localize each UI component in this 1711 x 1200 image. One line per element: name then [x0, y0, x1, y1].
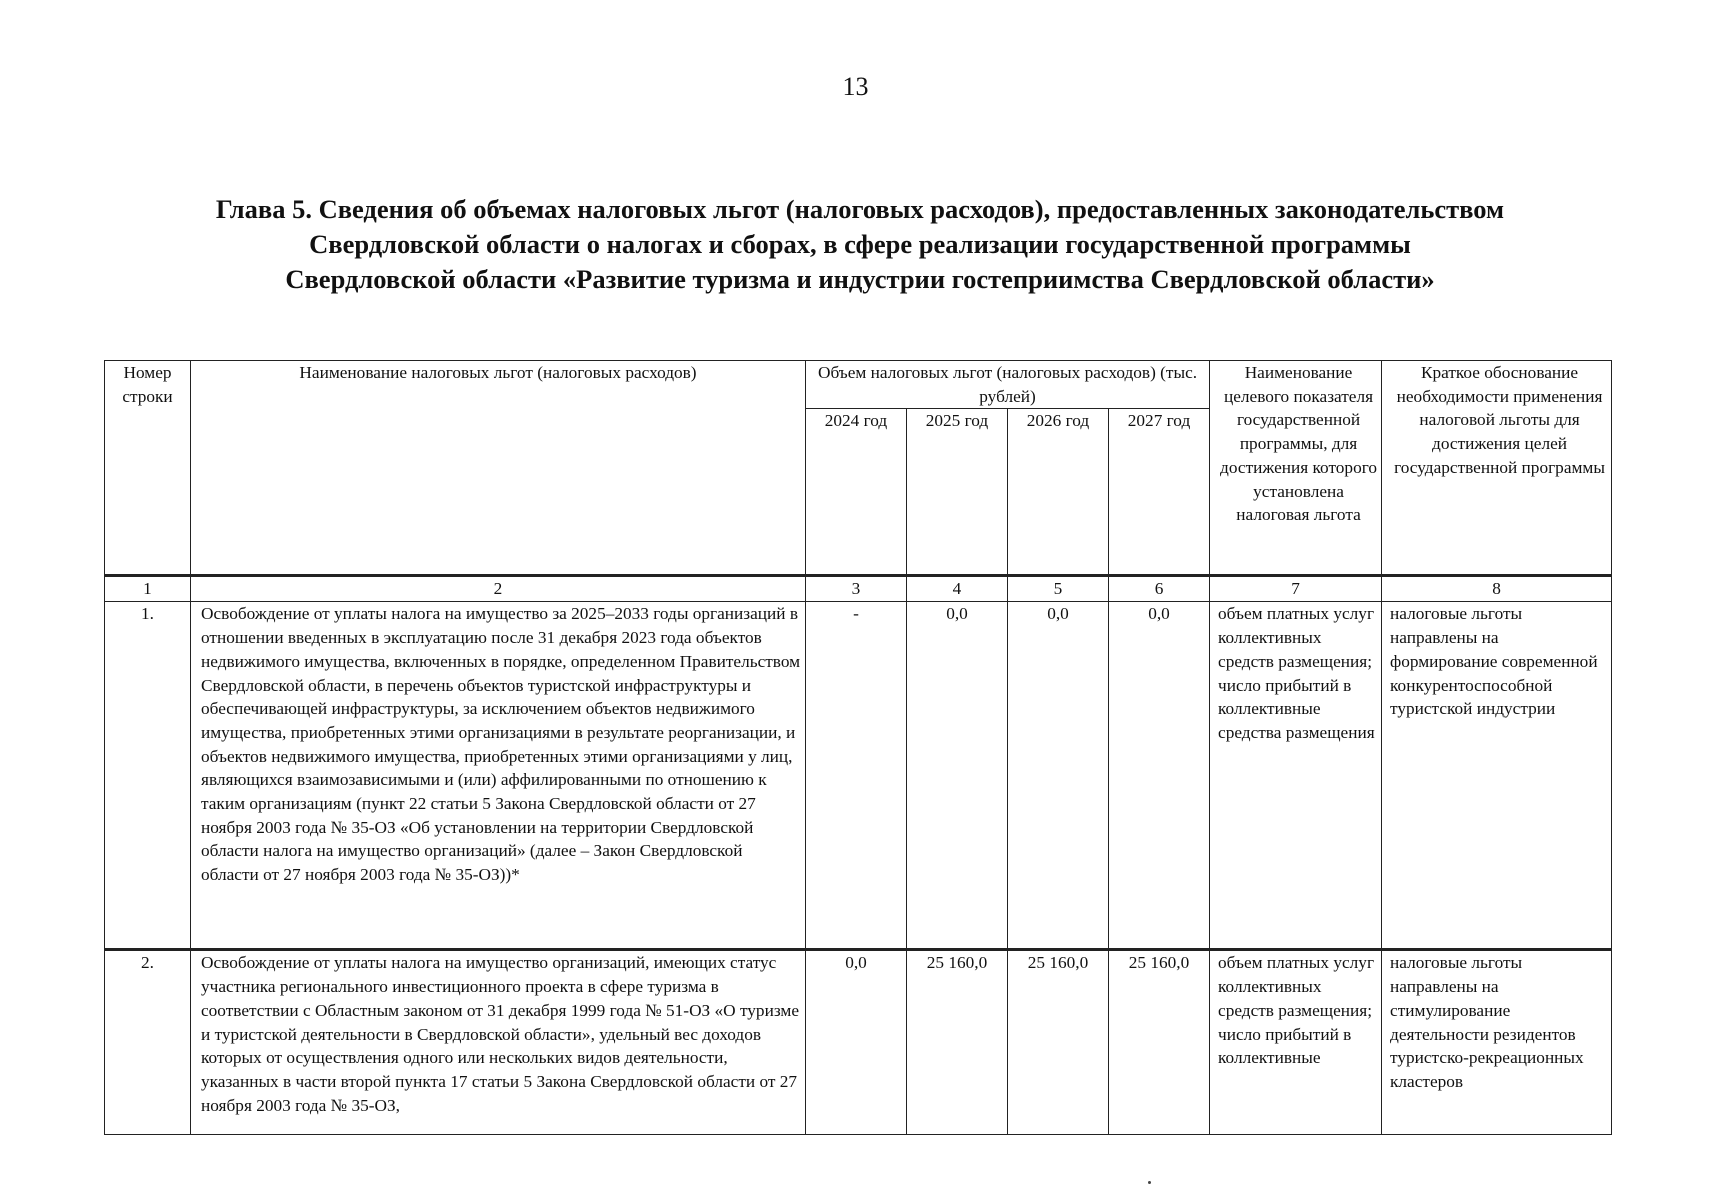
- chapter-title-line: Глава 5. Сведения об объемах налоговых льгот (налоговых расходов), предоставленных законодательством: [215, 194, 1505, 224]
- value-2025: 25 160,0: [907, 950, 1008, 1135]
- value-2027: 25 160,0: [1109, 950, 1210, 1135]
- benefit-name: Освобождение от уплаты налога на имущество за 2025–2033 годы организаций в отношении введенных в эксплуатацию после 31 декабря 2023 года объектов недвижимого имущества, включенных в порядке, определенном Правительством Свердловской области, в перечень объектов туристской инфраструктуры и обеспечивающей инфраструктуры, за исключением объектов недвижимого имущества, приобретенных этими организациями в результате реорганизации, и объектов недвижимого имущества, приобретенных этими организациями у лиц, являющихся взаимозависимыми и (или) аффилированными по отношению к таким организациям (пункт 22 статьи 5 Закона Свердловской области от 27 ноября 2003 года № 35-ОЗ «Об установлении на территории Свердловской области налога на имущество организаций» (далее – Закон Свердловской области от 27 ноября 2003 года № 35-ОЗ))*: [191, 602, 806, 950]
- justification: налоговые льготы направлены на формирование современной конкурентоспособной туристской индустрии: [1382, 602, 1612, 950]
- column-number: 7: [1210, 576, 1382, 602]
- chapter-title: [150, 192, 1570, 297]
- column-number: 1: [105, 576, 191, 602]
- row-number: 1.: [105, 602, 191, 950]
- header-year-2026: 2026 год: [1008, 409, 1109, 576]
- value-2024: 0,0: [806, 950, 907, 1135]
- column-number: 8: [1382, 576, 1612, 602]
- header-justification: Краткое обоснование необходимости применения налоговой льготы для достижения целей государственной программы: [1382, 361, 1612, 576]
- header-year-2024: 2024 год: [806, 409, 907, 576]
- chapter-title-line: Свердловской области о налогах и сборах, в сфере реализации государственной программы: [309, 229, 1411, 259]
- header-benefit-name: Наименование налоговых льгот (налоговых расходов): [191, 361, 806, 576]
- column-number: 3: [806, 576, 907, 602]
- table-row: [105, 602, 1612, 950]
- header-target-indicator: Наименование целевого показателя государственной программы, для достижения которого установлена налоговая льгота: [1210, 361, 1382, 576]
- column-number: 6: [1109, 576, 1210, 602]
- benefit-name: Освобождение от уплаты налога на имущество организаций, имеющих статус участника регионального инвестиционного проекта в сфере туризма в соответствии с Областным законом от 31 декабря 1999 года № 51-ОЗ «О туризме и туристской деятельности в Свердловской области», удельный вес доходов которых от осуществления одного или нескольких видов деятельности, указанных в части второй пункта 17 статьи 5 Закона Свердловской области от 27 ноября 2003 года № 35-ОЗ,: [191, 950, 806, 1135]
- table-row: [105, 950, 1612, 1135]
- header-volume: Объем налоговых льгот (налоговых расходов) (тыс. рублей): [806, 361, 1210, 409]
- target-indicator: объем платных услуг коллективных средств размещения; число прибытий в коллективные: [1210, 950, 1382, 1135]
- column-number: 4: [907, 576, 1008, 602]
- row-number: 2.: [105, 950, 191, 1135]
- header-row-number: Номер строки: [105, 361, 191, 576]
- scan-speck: [1148, 1181, 1151, 1184]
- chapter-title-line: Свердловской области «Развитие туризма и индустрии гостеприимства Свердловской области»: [285, 264, 1435, 294]
- tax-benefits-table: [104, 360, 1612, 1135]
- column-number: 5: [1008, 576, 1109, 602]
- value-2027: 0,0: [1109, 602, 1210, 950]
- value-2026: 0,0: [1008, 602, 1109, 950]
- value-2025: 0,0: [907, 602, 1008, 950]
- header-year-2025: 2025 год: [907, 409, 1008, 576]
- column-number: 2: [191, 576, 806, 602]
- header-year-2027: 2027 год: [1109, 409, 1210, 576]
- justification: налоговые льготы направлены на стимулирование деятельности резидентов туристско-рекреационных кластеров: [1382, 950, 1612, 1135]
- page-number: 13: [842, 72, 869, 101]
- target-indicator: объем платных услуг коллективных средств размещения; число прибытий в коллективные средства размещения: [1210, 602, 1382, 950]
- value-2024: -: [806, 602, 907, 950]
- value-2026: 25 160,0: [1008, 950, 1109, 1135]
